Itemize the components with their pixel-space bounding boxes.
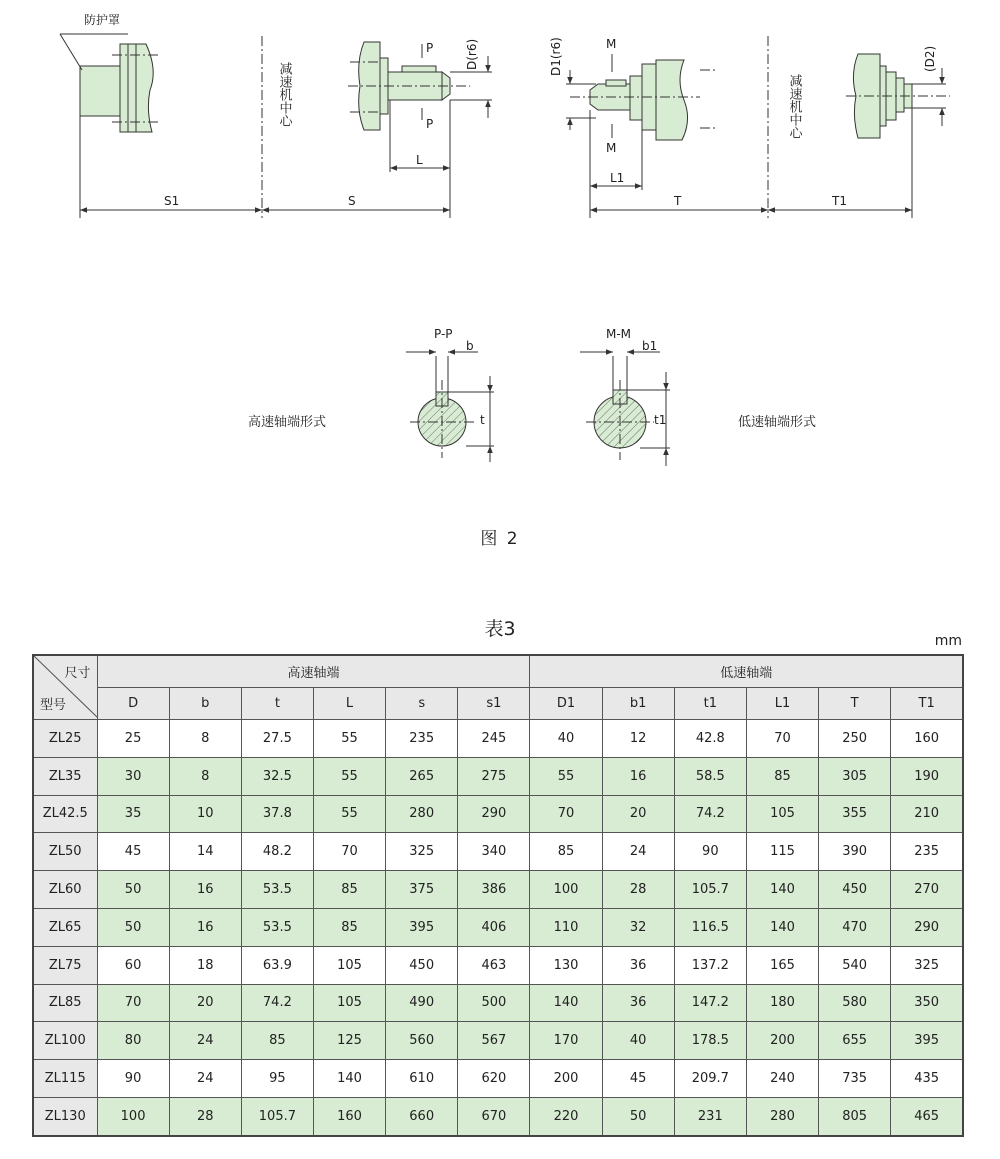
value-cell: 490 [386,984,458,1022]
value-cell: 560 [386,1022,458,1060]
table-column-header [33,688,963,720]
section-mark-m-top: M [606,37,617,51]
table-row [33,1060,963,1098]
value-cell: 80 [97,1022,169,1060]
value-cell: 165 [746,946,818,984]
value-cell: 375 [386,871,458,909]
value-cell: 74.2 [674,795,746,833]
value-cell: 265 [386,757,458,795]
model-cell: ZL75 [33,946,97,984]
value-cell: 170 [530,1022,602,1060]
value-cell: 55 [313,720,385,758]
value-cell: 24 [169,1022,241,1060]
value-cell: 200 [530,1060,602,1098]
value-cell: 105.7 [241,1097,313,1135]
value-cell: 275 [458,757,530,795]
dim-b: b [466,339,474,353]
value-cell: 280 [386,795,458,833]
value-cell: 250 [819,720,891,758]
value-cell: 735 [819,1060,891,1098]
column-header: s [386,688,458,720]
value-cell: 105 [313,984,385,1022]
value-cell: 140 [313,1060,385,1098]
value-cell: 567 [458,1022,530,1060]
value-cell: 105 [313,946,385,984]
value-cell: 140 [746,871,818,909]
model-cell: ZL42.5 [33,795,97,833]
value-cell: 32.5 [241,757,313,795]
center-label-right: 减速机中心 [786,74,802,139]
value-cell: 435 [891,1060,963,1098]
column-header: t [241,688,313,720]
value-cell: 85 [313,908,385,946]
value-cell: 200 [746,1022,818,1060]
value-cell: 28 [169,1097,241,1135]
value-cell: 42.8 [674,720,746,758]
value-cell: 30 [97,757,169,795]
value-cell: 325 [386,833,458,871]
table-row [33,984,963,1022]
center-label-left: 减速机中心 [276,62,292,127]
value-cell: 37.8 [241,795,313,833]
section-title-mm: M-M [606,327,632,341]
value-cell: 53.5 [241,871,313,909]
value-cell: 235 [386,720,458,758]
value-cell: 36 [602,946,674,984]
value-cell: 620 [458,1060,530,1098]
section-pp [406,352,494,462]
value-cell: 95 [241,1060,313,1098]
value-cell: 140 [746,908,818,946]
column-header: L [313,688,385,720]
value-cell: 270 [891,871,963,909]
value-cell: 500 [458,984,530,1022]
value-cell: 8 [169,757,241,795]
value-cell: 85 [746,757,818,795]
value-cell: 137.2 [674,946,746,984]
value-cell: 58.5 [674,757,746,795]
value-cell: 90 [674,833,746,871]
value-cell: 105.7 [674,871,746,909]
table-corner-cell [33,655,97,720]
table-body [33,720,963,1136]
value-cell: 235 [891,833,963,871]
value-cell: 50 [97,871,169,909]
value-cell: 12 [602,720,674,758]
model-cell: ZL25 [33,720,97,758]
value-cell: 220 [530,1097,602,1135]
dimension-table [32,654,964,1137]
model-cell: ZL100 [33,1022,97,1060]
value-cell: 35 [97,795,169,833]
dim-l: L [416,153,423,167]
column-header: s1 [458,688,530,720]
column-header: D [97,688,169,720]
value-cell: 85 [530,833,602,871]
model-cell: ZL85 [33,984,97,1022]
column-header: b [169,688,241,720]
value-cell: 209.7 [674,1060,746,1098]
value-cell: 16 [169,871,241,909]
column-header: T [819,688,891,720]
value-cell: 290 [891,908,963,946]
dim-t: T [674,194,682,208]
value-cell: 45 [97,833,169,871]
value-cell: 463 [458,946,530,984]
value-cell: 805 [819,1097,891,1135]
table-row [33,757,963,795]
table-group-header [33,655,963,688]
value-cell: 60 [97,946,169,984]
dim-d2: (D2) [923,45,937,72]
value-cell: 74.2 [241,984,313,1022]
value-cell: 110 [530,908,602,946]
value-cell: 8 [169,720,241,758]
unit-label: mm [934,633,962,649]
value-cell: 32 [602,908,674,946]
value-cell: 660 [386,1097,458,1135]
value-cell: 24 [602,833,674,871]
dim-d1-r6: D1(r6) [549,37,563,76]
dim-t-small: t [480,413,485,427]
model-cell: ZL65 [33,908,97,946]
value-cell: 210 [891,795,963,833]
dim-t1-small: t1 [654,413,667,427]
group-header-low-speed: 低速轴端 [530,655,963,688]
value-cell: 670 [458,1097,530,1135]
dim-d-r6: D(r6) [465,38,479,70]
shaft-end-drawing [0,0,1000,560]
section-title-pp: P-P [434,327,453,341]
value-cell: 55 [313,757,385,795]
value-cell: 10 [169,795,241,833]
figure-caption: 图 2 [480,529,520,549]
value-cell: 340 [458,833,530,871]
value-cell: 27.5 [241,720,313,758]
value-cell: 28 [602,871,674,909]
corner-dimension-label: 尺寸 [64,666,91,681]
value-cell: 231 [674,1097,746,1135]
section-mark-p-top: P [426,41,434,55]
value-cell: 406 [458,908,530,946]
value-cell: 40 [602,1022,674,1060]
value-cell: 115 [746,833,818,871]
table-row [33,946,963,984]
value-cell: 16 [169,908,241,946]
table-row [33,833,963,871]
value-cell: 53.5 [241,908,313,946]
column-header: D1 [530,688,602,720]
value-cell: 55 [313,795,385,833]
value-cell: 70 [97,984,169,1022]
value-cell: 450 [819,871,891,909]
value-cell: 350 [891,984,963,1022]
table-row [33,720,963,758]
value-cell: 610 [386,1060,458,1098]
value-cell: 125 [313,1022,385,1060]
value-cell: 147.2 [674,984,746,1022]
value-cell: 85 [313,871,385,909]
value-cell: 105 [746,795,818,833]
low-speed-end-view [846,54,950,218]
value-cell: 18 [169,946,241,984]
value-cell: 20 [602,795,674,833]
value-cell: 325 [891,946,963,984]
guard-label: 防护罩 [84,13,121,27]
value-cell: 50 [97,908,169,946]
value-cell: 390 [819,833,891,871]
value-cell: 240 [746,1060,818,1098]
model-cell: ZL115 [33,1060,97,1098]
value-cell: 130 [530,946,602,984]
value-cell: 190 [891,757,963,795]
section-mark-m-bottom: M [606,141,617,155]
value-cell: 280 [746,1097,818,1135]
value-cell: 470 [819,908,891,946]
value-cell: 245 [458,720,530,758]
value-cell: 48.2 [241,833,313,871]
dim-b1: b1 [642,339,658,353]
high-speed-end-label: 高速轴端形式 [248,415,327,430]
table-row [33,795,963,833]
value-cell: 100 [97,1097,169,1135]
value-cell: 140 [530,984,602,1022]
value-cell: 90 [97,1060,169,1098]
guard-view [60,34,160,218]
value-cell: 100 [530,871,602,909]
value-cell: 160 [891,720,963,758]
value-cell: 450 [386,946,458,984]
value-cell: 180 [746,984,818,1022]
value-cell: 40 [530,720,602,758]
model-cell: ZL35 [33,757,97,795]
value-cell: 50 [602,1097,674,1135]
value-cell: 160 [313,1097,385,1135]
table-row [33,1022,963,1060]
value-cell: 63.9 [241,946,313,984]
column-header: t1 [674,688,746,720]
section-mark-p-bottom: P [426,117,434,131]
value-cell: 465 [891,1097,963,1135]
value-cell: 580 [819,984,891,1022]
value-cell: 70 [746,720,818,758]
value-cell: 70 [530,795,602,833]
section-mm [580,352,670,466]
table-row [33,871,963,909]
low-speed-end-label: 低速轴端形式 [738,415,817,430]
column-header: b1 [602,688,674,720]
dim-t1: T1 [832,194,847,208]
group-header-high-speed: 高速轴端 [97,655,530,688]
value-cell: 85 [241,1022,313,1060]
dim-s1: S1 [164,194,180,208]
value-cell: 395 [891,1022,963,1060]
dim-s: S [348,194,356,208]
column-header: L1 [746,688,818,720]
table-title: 表3 [484,618,516,640]
table-row [33,1097,963,1135]
value-cell: 305 [819,757,891,795]
column-header: T1 [891,688,963,720]
value-cell: 24 [169,1060,241,1098]
dim-l1: L1 [610,171,625,185]
value-cell: 16 [602,757,674,795]
value-cell: 25 [97,720,169,758]
value-cell: 14 [169,833,241,871]
model-cell: ZL130 [33,1097,97,1135]
value-cell: 20 [169,984,241,1022]
value-cell: 36 [602,984,674,1022]
value-cell: 116.5 [674,908,746,946]
value-cell: 290 [458,795,530,833]
value-cell: 55 [530,757,602,795]
table-row [33,908,963,946]
value-cell: 655 [819,1022,891,1060]
value-cell: 70 [313,833,385,871]
value-cell: 386 [458,871,530,909]
low-speed-shaft-view [566,54,718,218]
model-cell: ZL60 [33,871,97,909]
value-cell: 178.5 [674,1022,746,1060]
value-cell: 395 [386,908,458,946]
value-cell: 45 [602,1060,674,1098]
value-cell: 540 [819,946,891,984]
model-cell: ZL50 [33,833,97,871]
corner-model-label: 型号 [40,698,67,713]
value-cell: 355 [819,795,891,833]
